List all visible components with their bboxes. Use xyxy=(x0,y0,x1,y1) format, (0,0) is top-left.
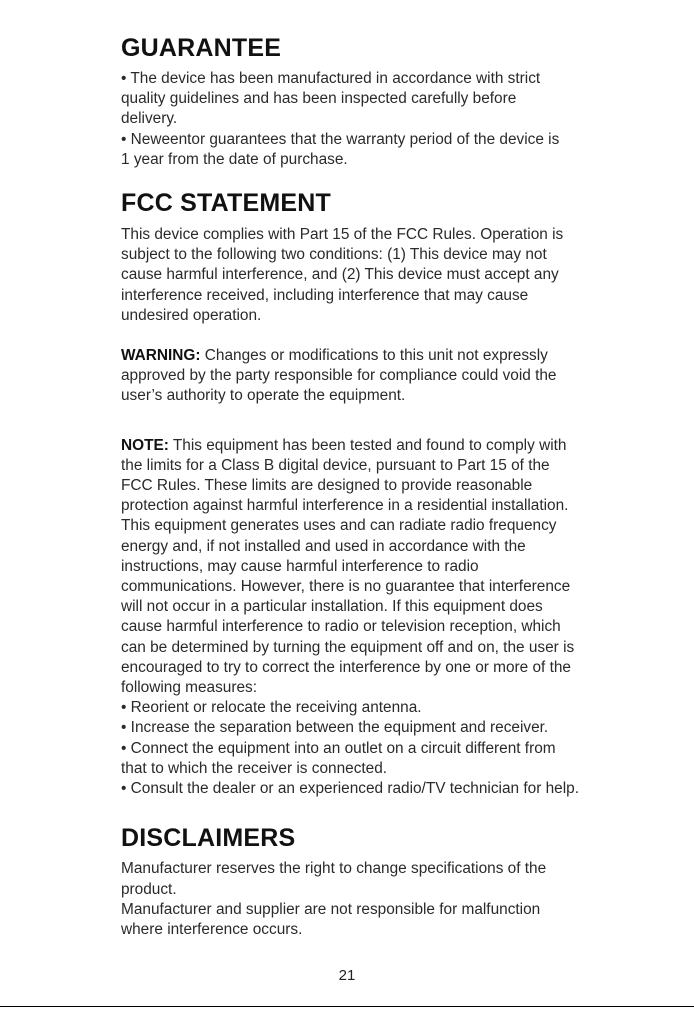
fcc-section xyxy=(121,188,687,799)
fcc-intro-line: This device complies with Part 15 of the FCC Rules. Operation is xyxy=(121,226,564,244)
fcc-note-line: communications. However, there is no guarantee that interference xyxy=(121,578,571,596)
fcc-measure-item: • Consult the dealer or an experienced radio/TV technician for help. xyxy=(121,780,579,798)
fcc-intro-line: cause harmful interference, and (2) This device must accept any xyxy=(121,266,559,284)
note-label: NOTE: xyxy=(121,436,169,454)
disclaimers-line: Manufacturer reserves the right to change specifications of the xyxy=(121,860,547,878)
fcc-warning-line: approved by the party responsible for compliance could void the xyxy=(121,367,557,385)
bottom-rule xyxy=(0,1006,694,1007)
fcc-note-line: This equipment generates uses and can radiate radio frequency xyxy=(121,517,557,535)
guarantee-line: • Neweentor guarantees that the warranty period of the device is xyxy=(121,130,560,148)
fcc-measure-item: that to which the receiver is connected. xyxy=(121,759,388,777)
fcc-heading: FCC STATEMENT xyxy=(121,189,331,218)
disclaimers-heading: DISCLAIMERS xyxy=(121,824,296,853)
guarantee-line: • The device has been manufactured in accordance with strict xyxy=(121,70,541,87)
fcc-note-line: encouraged to try to correct the interference by one or more of the xyxy=(121,658,571,676)
warning-text: Changes or modifications to this unit not expressly xyxy=(200,347,548,365)
disclaimers-section xyxy=(121,823,687,940)
fcc-note-line: FCC Rules. These limits are designed to provide reasonable xyxy=(121,477,533,495)
warning-label: WARNING: xyxy=(121,347,201,365)
fcc-note-line: protection against harmful interference in a residential installation. xyxy=(121,497,569,515)
disclaimers-line: product. xyxy=(121,880,177,898)
guarantee-line: quality guidelines and has been inspected carefully before xyxy=(121,90,517,108)
fcc-note-line: the limits for a Class B digital device, pursuant to Part 15 of the xyxy=(121,456,550,474)
fcc-note-line: energy and, if not installed and used in accordance with the xyxy=(121,537,526,555)
fcc-note-line: following measures: xyxy=(121,679,258,697)
fcc-note-line: instructions, may cause harmful interference to radio xyxy=(121,557,479,575)
fcc-note-line: will not occur in a particular installation. If this equipment does xyxy=(121,598,543,616)
fcc-measure-item: • Connect the equipment into an outlet on a circuit different from xyxy=(121,739,556,757)
fcc-intro-line: undesired operation. xyxy=(121,306,262,324)
guarantee-line: 1 year from the date of purchase. xyxy=(121,150,348,168)
guarantee-line: delivery. xyxy=(121,110,178,128)
fcc-note xyxy=(121,436,687,800)
fcc-warning xyxy=(121,346,687,407)
fcc-intro-line: interference received, including interference that may cause xyxy=(121,286,529,304)
fcc-measure-item: • Reorient or relocate the receiving antenna. xyxy=(121,699,422,717)
fcc-note-line: cause harmful interference to radio or television reception, which xyxy=(121,618,561,636)
fcc-measure-item: • Increase the separation between the equipment and receiver. xyxy=(121,719,549,737)
disclaimers-line: where interference occurs. xyxy=(121,920,303,938)
fcc-intro xyxy=(121,225,687,326)
note-text: This equipment has been tested and found to comply with xyxy=(168,436,567,454)
fcc-warning-line xyxy=(121,346,687,366)
fcc-note-line xyxy=(121,436,687,456)
guarantee-section xyxy=(121,33,687,170)
manual-page xyxy=(121,33,687,940)
fcc-warning-line: user’s authority to operate the equipment. xyxy=(121,387,406,405)
fcc-note-line: can be determined by turning the equipment off and on, the user is xyxy=(121,638,575,656)
fcc-intro-line: subject to the following two conditions: (1) This device may not xyxy=(121,246,547,264)
disclaimers-line: Manufacturer and supplier are not responsible for malfunction xyxy=(121,900,541,918)
guarantee-heading: GUARANTEE xyxy=(121,34,282,62)
page-number: 21 xyxy=(338,967,356,984)
